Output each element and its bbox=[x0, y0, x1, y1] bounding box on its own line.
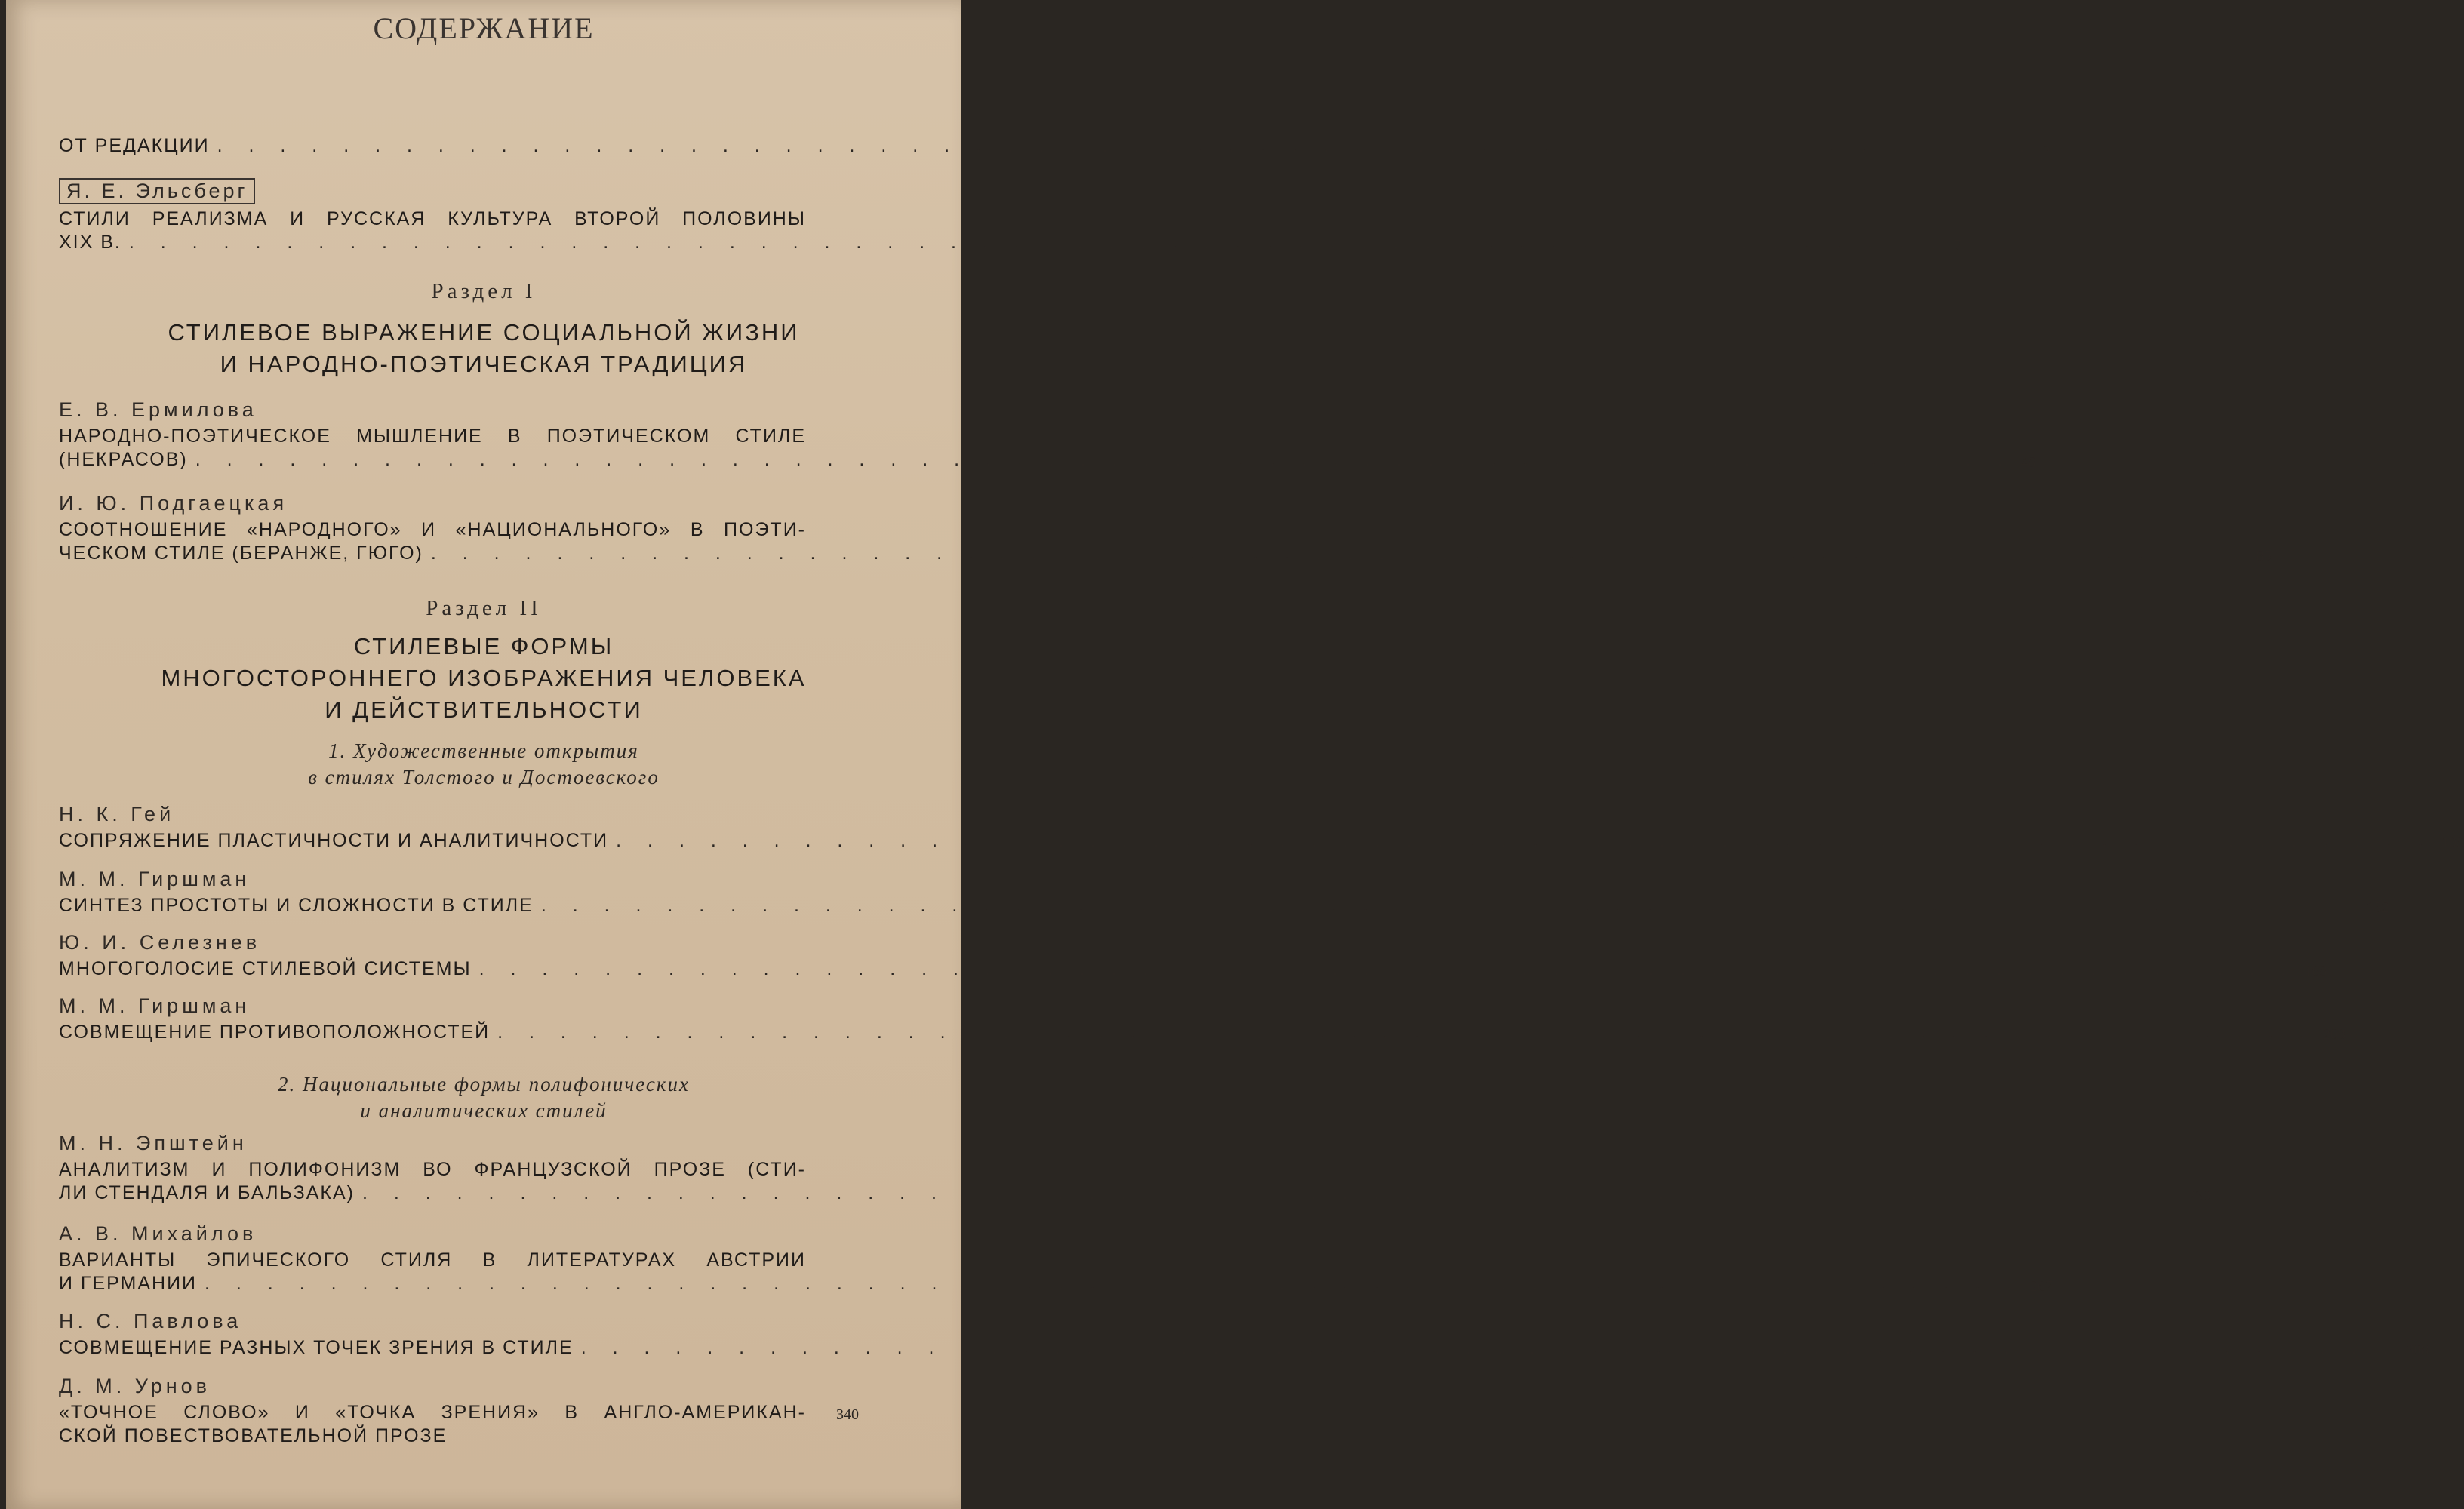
toc-entry-ermilova bbox=[59, 398, 2036, 472]
toc-entry-elsberg bbox=[59, 178, 1962, 255]
toc-entry-title: МНОГОГОЛОСИЕ СТИЛЕВОЙ СИСТЕМЫ bbox=[59, 958, 472, 979]
page-number: 85 bbox=[2256, 547, 2272, 564]
toc-entry-girshman-1 bbox=[59, 868, 2389, 917]
toc-line bbox=[59, 829, 2464, 853]
toc-line bbox=[59, 1249, 859, 1272]
dot-leader: . . . . . . . . . . . . . . . . . . . . . . . . . . . . . . . . . . . . . . . . . . . . . . . . . . . . . . . . . . bbox=[540, 895, 2359, 916]
toc-entry-title: НАРОДНО-ПОЭТИЧЕСКОЕ МЫШЛЕНИЕ В ПОЭТИЧЕСКОМ СТИЛЕ bbox=[59, 426, 806, 447]
toc-line bbox=[59, 134, 2050, 158]
toc-line bbox=[59, 425, 859, 448]
subsection-title-line: 1. Художественные открытия bbox=[328, 739, 639, 762]
section-title bbox=[6, 317, 961, 380]
toc-line bbox=[59, 231, 1962, 254]
toc-line bbox=[59, 1182, 2210, 1205]
section-title-line: СТИЛЕВЫЕ ФОРМЫ bbox=[353, 633, 614, 659]
toc-entry-title: СТИЛИ РЕАЛИЗМА И РУССКАЯ КУЛЬТУРА ВТОРОЙ ПОЛОВИНЫ bbox=[59, 208, 806, 229]
toc-line bbox=[59, 542, 2272, 565]
toc-entry-title: СОВМЕЩЕНИЕ ПРОТИВОПОЛОЖНОСТЕЙ bbox=[59, 1022, 491, 1043]
page-number: 168 bbox=[2304, 963, 2327, 980]
toc-line bbox=[59, 894, 2389, 917]
toc-entry-girshman-2 bbox=[59, 994, 2346, 1044]
toc-entry-title-cont: XIX В. bbox=[59, 232, 122, 254]
section-title-line: И ДЕЙСТВИТЕЛЬНОСТИ bbox=[325, 696, 643, 723]
author-name: Е. В. Ермилова bbox=[59, 398, 257, 421]
toc-line bbox=[59, 1272, 2053, 1295]
dot-leader: . . . . . . . . . . . . . . . . . . . . . . . . . . . . . . . . . . . . . . . . . . . . . . . . . . . . . . . . . . bbox=[205, 1273, 2023, 1295]
page-title: СОДЕРЖАНИЕ bbox=[373, 11, 595, 45]
section-title-line: И НАРОДНО-ПОЭТИЧЕСКАЯ ТРАДИЦИЯ bbox=[220, 350, 748, 377]
subsection-title bbox=[6, 1071, 961, 1124]
toc-entry-title: АНАЛИТИЗМ И ПОЛИФОНИЗМ ВО ФРАНЦУЗСКОЙ ПРОЗЕ (СТИ- bbox=[59, 1159, 806, 1180]
page-number: 108 bbox=[2441, 834, 2464, 852]
author-name: М. М. Гиршман bbox=[59, 994, 251, 1017]
page-number: 7 bbox=[1954, 236, 1962, 254]
section-number: Раздел II bbox=[426, 596, 542, 620]
book-page bbox=[6, 0, 2464, 1509]
dot-leader: . . . . . . . . . . . . . . . . . . . . . . . . . . . . . . . . . . . . . . . . . . . . . . . . . . . . . . . . . . bbox=[497, 1022, 2315, 1043]
dot-leader: . . . . . . . . . . . . . . . . . . . . . . . . . . . . . . . . . . . . . . . . . . . . . . . . . . . . . . . . . . bbox=[580, 1337, 2399, 1358]
author-name: Н. К. Гей bbox=[59, 803, 175, 825]
toc-entry-title-cont: СКОЙ ПОВЕСТВОВАТЕЛЬНОЙ ПРОЗЕ bbox=[59, 1425, 448, 1447]
page-number: 308 bbox=[2406, 1342, 2429, 1359]
author-name: Ю. И. Селезнев bbox=[59, 931, 261, 954]
dot-leader: . . . . . . . . . . . . . . . . . . . . . . . . . . . . . . . . . . . . . . . . . . . . . . . . . . . . . . . . . . bbox=[128, 232, 1947, 254]
toc-entry-title: ВАРИАНТЫ ЭПИЧЕСКОГО СТИЛЯ В ЛИТЕРАТУРАХ АВСТРИИ bbox=[59, 1249, 806, 1271]
author-name: М. М. Гиршман bbox=[59, 868, 251, 890]
page-number: 208 bbox=[2322, 1026, 2346, 1043]
toc-entry-editorial bbox=[59, 134, 2050, 158]
dot-leader: . . . . . . . . . . . . . . . . . . . . . . . . . . . . . . . . . . . . . . . . . . . . . . . . . . . . . . . . . . bbox=[195, 449, 2013, 471]
toc-entry-title-cont: ЧЕСКОМ СТИЛЕ (БЕРАНЖЕ, ГЮГО) bbox=[59, 542, 423, 564]
author-name: Д. М. Урнов bbox=[59, 1375, 211, 1397]
dot-leader: . . . . . . . . . . . . . . . . . . . . . . . . . . . . . . . . . . . . . . . . . . . . . . . . . . . . . . . . . . bbox=[430, 542, 2249, 564]
toc-line bbox=[59, 518, 859, 542]
toc-entry-seleznev bbox=[59, 931, 2327, 981]
subsection-title-line: в стилях Толстого и Достоевского bbox=[308, 766, 660, 789]
page-number: 48 bbox=[2020, 453, 2036, 471]
toc-entry-pavlova bbox=[59, 1310, 2429, 1360]
subsection-title bbox=[6, 738, 961, 791]
toc-entry-title: СИНТЕЗ ПРОСТОТЫ И СЛОЖНОСТИ В СТИЛЕ bbox=[59, 895, 534, 916]
toc-entry-epshtein bbox=[59, 1132, 2210, 1206]
toc-entry-title: СОВМЕЩЕНИЕ РАЗНЫХ ТОЧЕК ЗРЕНИЯ В СТИЛЕ bbox=[59, 1337, 574, 1358]
section-title bbox=[6, 631, 961, 726]
toc-entry-title-cont: ЛИ СТЕНДАЛЯ И БАЛЬЗАКА) bbox=[59, 1182, 355, 1204]
toc-line bbox=[59, 448, 2036, 472]
subsection-title-line: 2. Национальные формы полифонических bbox=[277, 1073, 691, 1096]
toc-entry-title-cont: (НЕКРАСОВ) bbox=[59, 449, 188, 471]
page-number: 340 bbox=[836, 1406, 859, 1424]
author-name: М. Н. Эпштейн bbox=[59, 1132, 248, 1154]
section-number: Раздел I bbox=[431, 279, 537, 303]
toc-entry-title: СООТНОШЕНИЕ «НАРОДНОГО» И «НАЦИОНАЛЬНОГО» В ПОЭТИ- bbox=[59, 519, 806, 540]
toc-line bbox=[59, 1401, 859, 1424]
page-number: 230 bbox=[2187, 1187, 2210, 1204]
page-number: 5 bbox=[2042, 140, 2050, 157]
toc-entry-urnov bbox=[59, 1375, 859, 1449]
dot-leader: . . . . . . . . . . . . . . . . . . . . . . . . . . . . . . . . . . . . . . . . . . . . . . . . . . . . . . . . . . bbox=[616, 830, 2434, 851]
toc-entry-gey bbox=[59, 803, 2464, 853]
toc-line bbox=[59, 1424, 859, 1448]
toc-entry-title: «ТОЧНОЕ СЛОВО» И «ТОЧКА ЗРЕНИЯ» В АНГЛО-АМЕРИКАН- bbox=[59, 1402, 806, 1423]
dot-leader: . . . . . . . . . . . . . . . . . . . . . . . . . . . . . . . . . . . . . . . . . . . . . . . . . . . . . . . . . . bbox=[478, 958, 2297, 979]
toc-entry-title: СОПРЯЖЕНИЕ ПЛАСТИЧНОСТИ И АНАЛИТИЧНОСТИ bbox=[59, 830, 609, 851]
page-number: 152 bbox=[2366, 899, 2389, 917]
dot-leader: . . . . . . . . . . . . . . . . . . . . . . . . . . . . . . . . . . . . . . . . . . . . . . . . . . . . . . . . . . bbox=[361, 1182, 2180, 1204]
section-title-line: МНОГОСТОРОННЕГО ИЗОБРАЖЕНИЯ ЧЕЛОВЕКА bbox=[161, 664, 807, 691]
page-number: 267 bbox=[2029, 1277, 2053, 1295]
toc-entry-podgaetskaya bbox=[59, 492, 2272, 566]
toc-line bbox=[59, 207, 859, 231]
toc-entry-mikhailov bbox=[59, 1222, 2053, 1296]
toc-entry-title-cont: И ГЕРМАНИИ bbox=[59, 1273, 198, 1295]
author-name: А. В. Михайлов bbox=[59, 1222, 257, 1245]
toc-line bbox=[59, 1158, 859, 1182]
author-name-boxed: Я. Е. Эльсберг bbox=[59, 178, 255, 204]
author-name: И. Ю. Подгаецкая bbox=[59, 492, 288, 515]
toc-entry-title: ОТ РЕДАКЦИИ bbox=[59, 135, 210, 156]
dot-leader: . . . . . . . . . . . . . . . . . . . . . . . . . . . . . . . . . . . . . . . . . . . . . . . . . . . . . . . . . . bbox=[217, 135, 2035, 156]
author-name: Н. С. Павлова bbox=[59, 1310, 242, 1332]
section-title-line: СТИЛЕВОЕ ВЫРАЖЕНИЕ СОЦИАЛЬНОЙ ЖИЗНИ bbox=[168, 319, 800, 346]
subsection-title-line: и аналитических стилей bbox=[360, 1099, 608, 1123]
toc-line bbox=[59, 1336, 2429, 1360]
toc-line bbox=[59, 957, 2327, 981]
toc-line bbox=[59, 1021, 2346, 1044]
